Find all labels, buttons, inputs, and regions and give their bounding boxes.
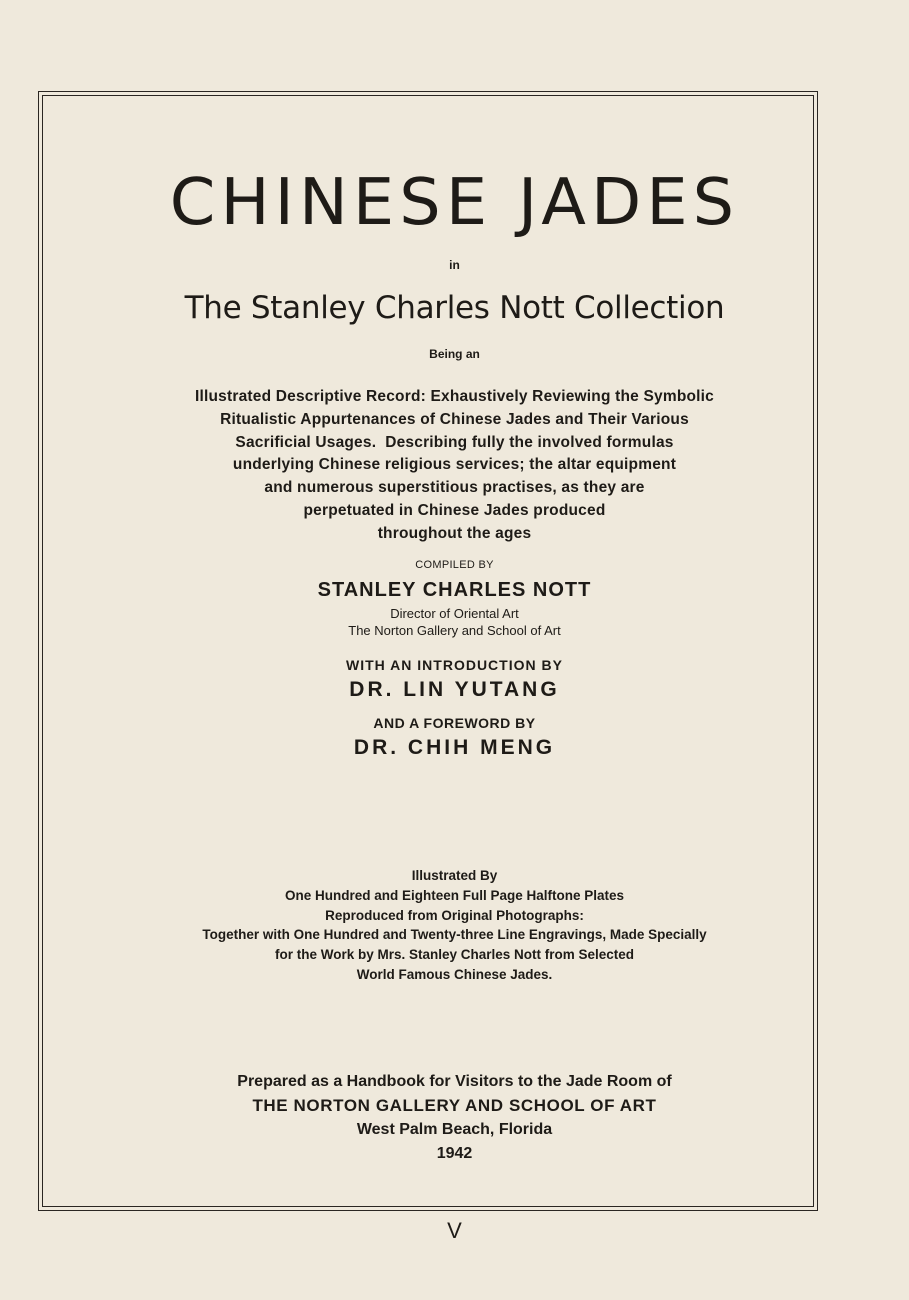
description-line: underlying Chinese religious services; the altar equipment: [232, 456, 677, 474]
illustrations-line: for the Work by Mrs. Stanley Charles Nott from Selected: [274, 947, 635, 963]
illustrations-line: Together with One Hundred and Twenty-three Line Engravings, Made Specially: [202, 927, 707, 943]
illustrations-line: Illustrated By: [411, 868, 498, 883]
book-subtitle: The Stanley Charles Nott Collection: [184, 290, 725, 326]
description-line: Illustrated Descriptive Record: Exhaustively Reviewing the Symbolic: [194, 388, 715, 405]
page-number: V: [447, 1218, 462, 1243]
illustrations-line: One Hundred and Eighteen Full Page Halftone Plates: [284, 887, 625, 903]
compiler-institution: The Norton Gallery and School of Art: [348, 623, 561, 638]
illustrations-line: World Famous Chinese Jades.: [356, 966, 553, 982]
title-connector: in: [449, 258, 460, 272]
compiled-by-label: COMPILED BY: [415, 559, 494, 571]
imprint-institution: THE NORTON GALLERY AND SCHOOL OF ART: [252, 1096, 657, 1115]
compiler-role: Director of Oriental Art: [390, 606, 519, 621]
illustrations-block: [0, 866, 909, 985]
description-line: and numerous superstitious practises, as they are: [264, 479, 645, 497]
foreword-label: AND A FOREWORD BY: [373, 715, 536, 731]
illustrations-line: Reproduced from Original Photographs:: [325, 907, 584, 923]
imprint-location: West Palm Beach, Florida: [356, 1121, 553, 1138]
description-line: Sacrificial Usages. Describing fully the involved formulas: [235, 433, 674, 451]
introduction-label: WITH AN INTRODUCTION BY: [346, 657, 563, 673]
imprint-year: 1942: [436, 1145, 473, 1162]
description-line: perpetuated in Chinese Jades produced: [303, 501, 606, 519]
being-an-label: Being an: [429, 347, 480, 361]
compiler-name: STANLEY CHARLES NOTT: [317, 579, 592, 601]
description-line: throughout the ages: [377, 524, 532, 542]
description-block: [0, 386, 909, 546]
introduction-author: DR. LIN YUTANG: [349, 678, 560, 701]
book-title: CHINESE JADES: [169, 166, 740, 240]
imprint-block: [0, 1070, 909, 1166]
imprint-purpose: Prepared as a Handbook for Visitors to the Jade Room of: [237, 1073, 672, 1090]
description-line: Ritualistic Appurtenances of Chinese Jades and Their Various: [220, 410, 689, 428]
foreword-author: DR. CHIH MENG: [353, 736, 556, 759]
